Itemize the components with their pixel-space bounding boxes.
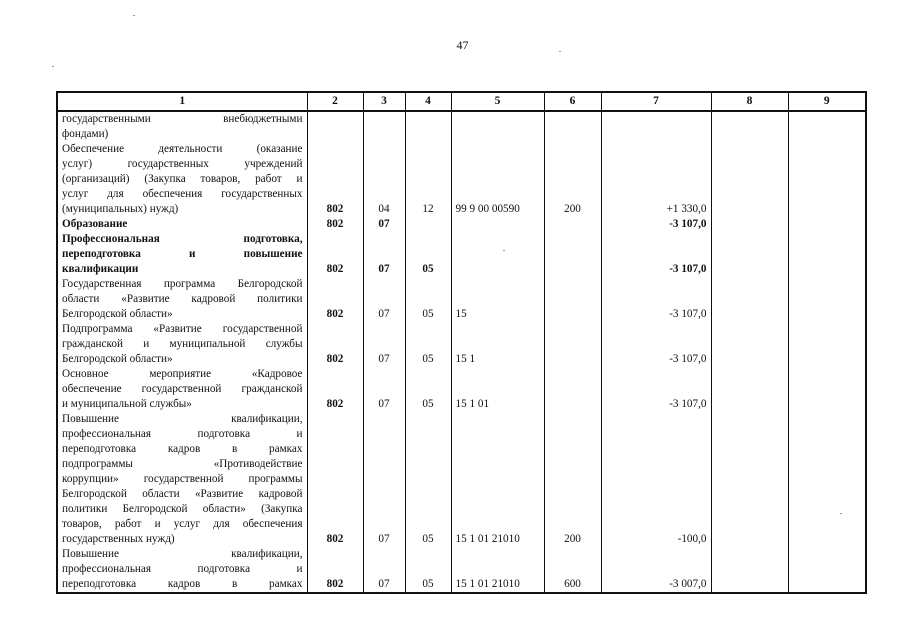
budget-table: [56, 91, 867, 594]
row-description: [57, 217, 307, 232]
amount-value: -3 107,0: [601, 367, 711, 412]
description-line: товаров, работ и услуг для обеспечения: [62, 518, 303, 530]
column-8-value: [711, 277, 788, 322]
row-description: [57, 412, 307, 547]
scan-speck: [503, 250, 505, 251]
subsection-code: 12: [405, 142, 451, 217]
description-line: квалификации: [62, 263, 139, 275]
target-article-code: 15 1 01 21010: [451, 547, 544, 593]
description-line: политики Белгородской области» (Закупка: [62, 503, 303, 515]
column-8-value: [711, 142, 788, 217]
expense-type-code: [544, 232, 601, 277]
column-9-value: [788, 547, 866, 593]
table-row: [57, 142, 866, 217]
description-line: переподготовка кадров в рамках: [62, 578, 303, 590]
column-header: 2: [307, 92, 363, 111]
description-line: и муниципальной службы»: [62, 398, 192, 410]
section-code: 07: [363, 322, 405, 367]
target-article-code: 15: [451, 277, 544, 322]
department-code: 802: [307, 277, 363, 322]
department-code: 802: [307, 217, 363, 232]
expense-type-code: [544, 111, 601, 142]
target-article-code: 99 9 00 00590: [451, 142, 544, 217]
section-code: 07: [363, 217, 405, 232]
scan-speck: [840, 513, 842, 514]
expense-type-code: 200: [544, 412, 601, 547]
amount-value: -3 007,0: [601, 547, 711, 593]
row-description: [57, 232, 307, 277]
row-description: [57, 322, 307, 367]
target-article-code: 15 1 01 21010: [451, 412, 544, 547]
scan-speck: [133, 15, 135, 16]
description-line: переподготовка и повышение: [62, 248, 303, 260]
department-code: 802: [307, 232, 363, 277]
description-line: Повышение квалификации,: [62, 413, 303, 425]
column-8-value: [711, 547, 788, 593]
amount-value: -3 107,0: [601, 322, 711, 367]
amount-value: -100,0: [601, 412, 711, 547]
column-header: 8: [711, 92, 788, 111]
target-article-code: 15 1 01: [451, 367, 544, 412]
table-row: [57, 322, 866, 367]
amount-value: +1 330,0: [601, 142, 711, 217]
subsection-code: 05: [405, 277, 451, 322]
department-code: 802: [307, 367, 363, 412]
section-code: 07: [363, 232, 405, 277]
target-article-code: [451, 217, 544, 232]
expense-type-code: [544, 277, 601, 322]
column-9-value: [788, 232, 866, 277]
column-8-value: [711, 412, 788, 547]
description-line: гражданской и муниципальной службы: [62, 338, 303, 350]
description-line: государственных нужд): [62, 533, 175, 545]
column-8-value: [711, 232, 788, 277]
department-code: 802: [307, 142, 363, 217]
column-9-value: [788, 367, 866, 412]
table-row: [57, 232, 866, 277]
column-8-value: [711, 322, 788, 367]
table-row: [57, 277, 866, 322]
expense-type-code: 600: [544, 547, 601, 593]
row-description: [57, 142, 307, 217]
column-header: 1: [57, 92, 307, 111]
column-header: 5: [451, 92, 544, 111]
description-line: коррупции» государственной программы: [62, 473, 303, 485]
department-code: 802: [307, 547, 363, 593]
expense-type-code: [544, 217, 601, 232]
section-code: 04: [363, 142, 405, 217]
amount-value: [601, 111, 711, 142]
description-line: услуг для обеспечения государственных: [62, 188, 303, 200]
section-code: 07: [363, 547, 405, 593]
section-code: 07: [363, 412, 405, 547]
column-9-value: [788, 142, 866, 217]
description-line: области «Развитие кадровой политики: [62, 293, 303, 305]
column-header: 6: [544, 92, 601, 111]
column-9-value: [788, 412, 866, 547]
description-line: Основное мероприятие «Кадровое: [62, 368, 303, 380]
column-9-value: [788, 217, 866, 232]
amount-value: -3 107,0: [601, 217, 711, 232]
subsection-code: [405, 217, 451, 232]
department-code: 802: [307, 412, 363, 547]
row-description: [57, 277, 307, 322]
column-8-value: [711, 111, 788, 142]
target-article-code: 15 1: [451, 322, 544, 367]
subsection-code: 05: [405, 232, 451, 277]
column-header: 7: [601, 92, 711, 111]
expense-type-code: [544, 367, 601, 412]
description-line: Подпрограмма «Развитие государственной: [62, 323, 303, 335]
subsection-code: 05: [405, 412, 451, 547]
section-code: 07: [363, 277, 405, 322]
expense-type-code: [544, 322, 601, 367]
description-line: (организаций) (Закупка товаров, работ и: [62, 173, 303, 185]
description-line: Обеспечение деятельности (оказание: [62, 143, 303, 155]
row-description: [57, 547, 307, 593]
column-8-value: [711, 217, 788, 232]
table-row: [57, 217, 866, 232]
expense-type-code: 200: [544, 142, 601, 217]
description-line: профессиональная подготовка и: [62, 428, 303, 440]
column-9-value: [788, 111, 866, 142]
column-header: 4: [405, 92, 451, 111]
amount-value: -3 107,0: [601, 232, 711, 277]
subsection-code: 05: [405, 367, 451, 412]
description-line: фондами): [62, 128, 109, 140]
description-line: государственными внебюджетными: [62, 113, 303, 125]
column-9-value: [788, 322, 866, 367]
column-header: 3: [363, 92, 405, 111]
description-line: обеспечение государственной гражданской: [62, 383, 303, 395]
table-row: [57, 111, 866, 142]
department-code: [307, 111, 363, 142]
row-description: [57, 111, 307, 142]
table-body: [57, 111, 866, 593]
table-header-row: [57, 92, 866, 111]
description-line: Белгородской области»: [62, 353, 173, 365]
table-row: [57, 367, 866, 412]
column-8-value: [711, 367, 788, 412]
page-number: 47: [456, 38, 469, 52]
description-line: Государственная программа Белгородской: [62, 278, 303, 290]
description-line: подпрограммы «Противодействие: [62, 458, 303, 470]
section-code: [363, 111, 405, 142]
subsection-code: [405, 111, 451, 142]
description-line: (муниципальных) нужд): [62, 203, 179, 215]
description-line: услуг) государственных учреждений: [62, 158, 303, 170]
description-line: Повышение квалификации,: [62, 548, 303, 560]
subsection-code: 05: [405, 322, 451, 367]
row-description: [57, 367, 307, 412]
scan-speck: [52, 66, 54, 67]
description-line: Образование: [62, 218, 128, 230]
section-code: 07: [363, 367, 405, 412]
table-row: [57, 412, 866, 547]
description-line: Профессиональная подготовка,: [62, 233, 303, 245]
description-line: профессиональная подготовка и: [62, 563, 303, 575]
column-header: 9: [788, 92, 866, 111]
target-article-code: [451, 232, 544, 277]
table-row: [57, 547, 866, 593]
subsection-code: 05: [405, 547, 451, 593]
scan-speck: [559, 51, 561, 52]
column-9-value: [788, 277, 866, 322]
amount-value: -3 107,0: [601, 277, 711, 322]
description-line: Белгородской области «Развитие кадровой: [62, 488, 303, 500]
department-code: 802: [307, 322, 363, 367]
description-line: переподготовка кадров в рамках: [62, 443, 303, 455]
description-line: Белгородской области»: [62, 308, 173, 320]
target-article-code: [451, 111, 544, 142]
